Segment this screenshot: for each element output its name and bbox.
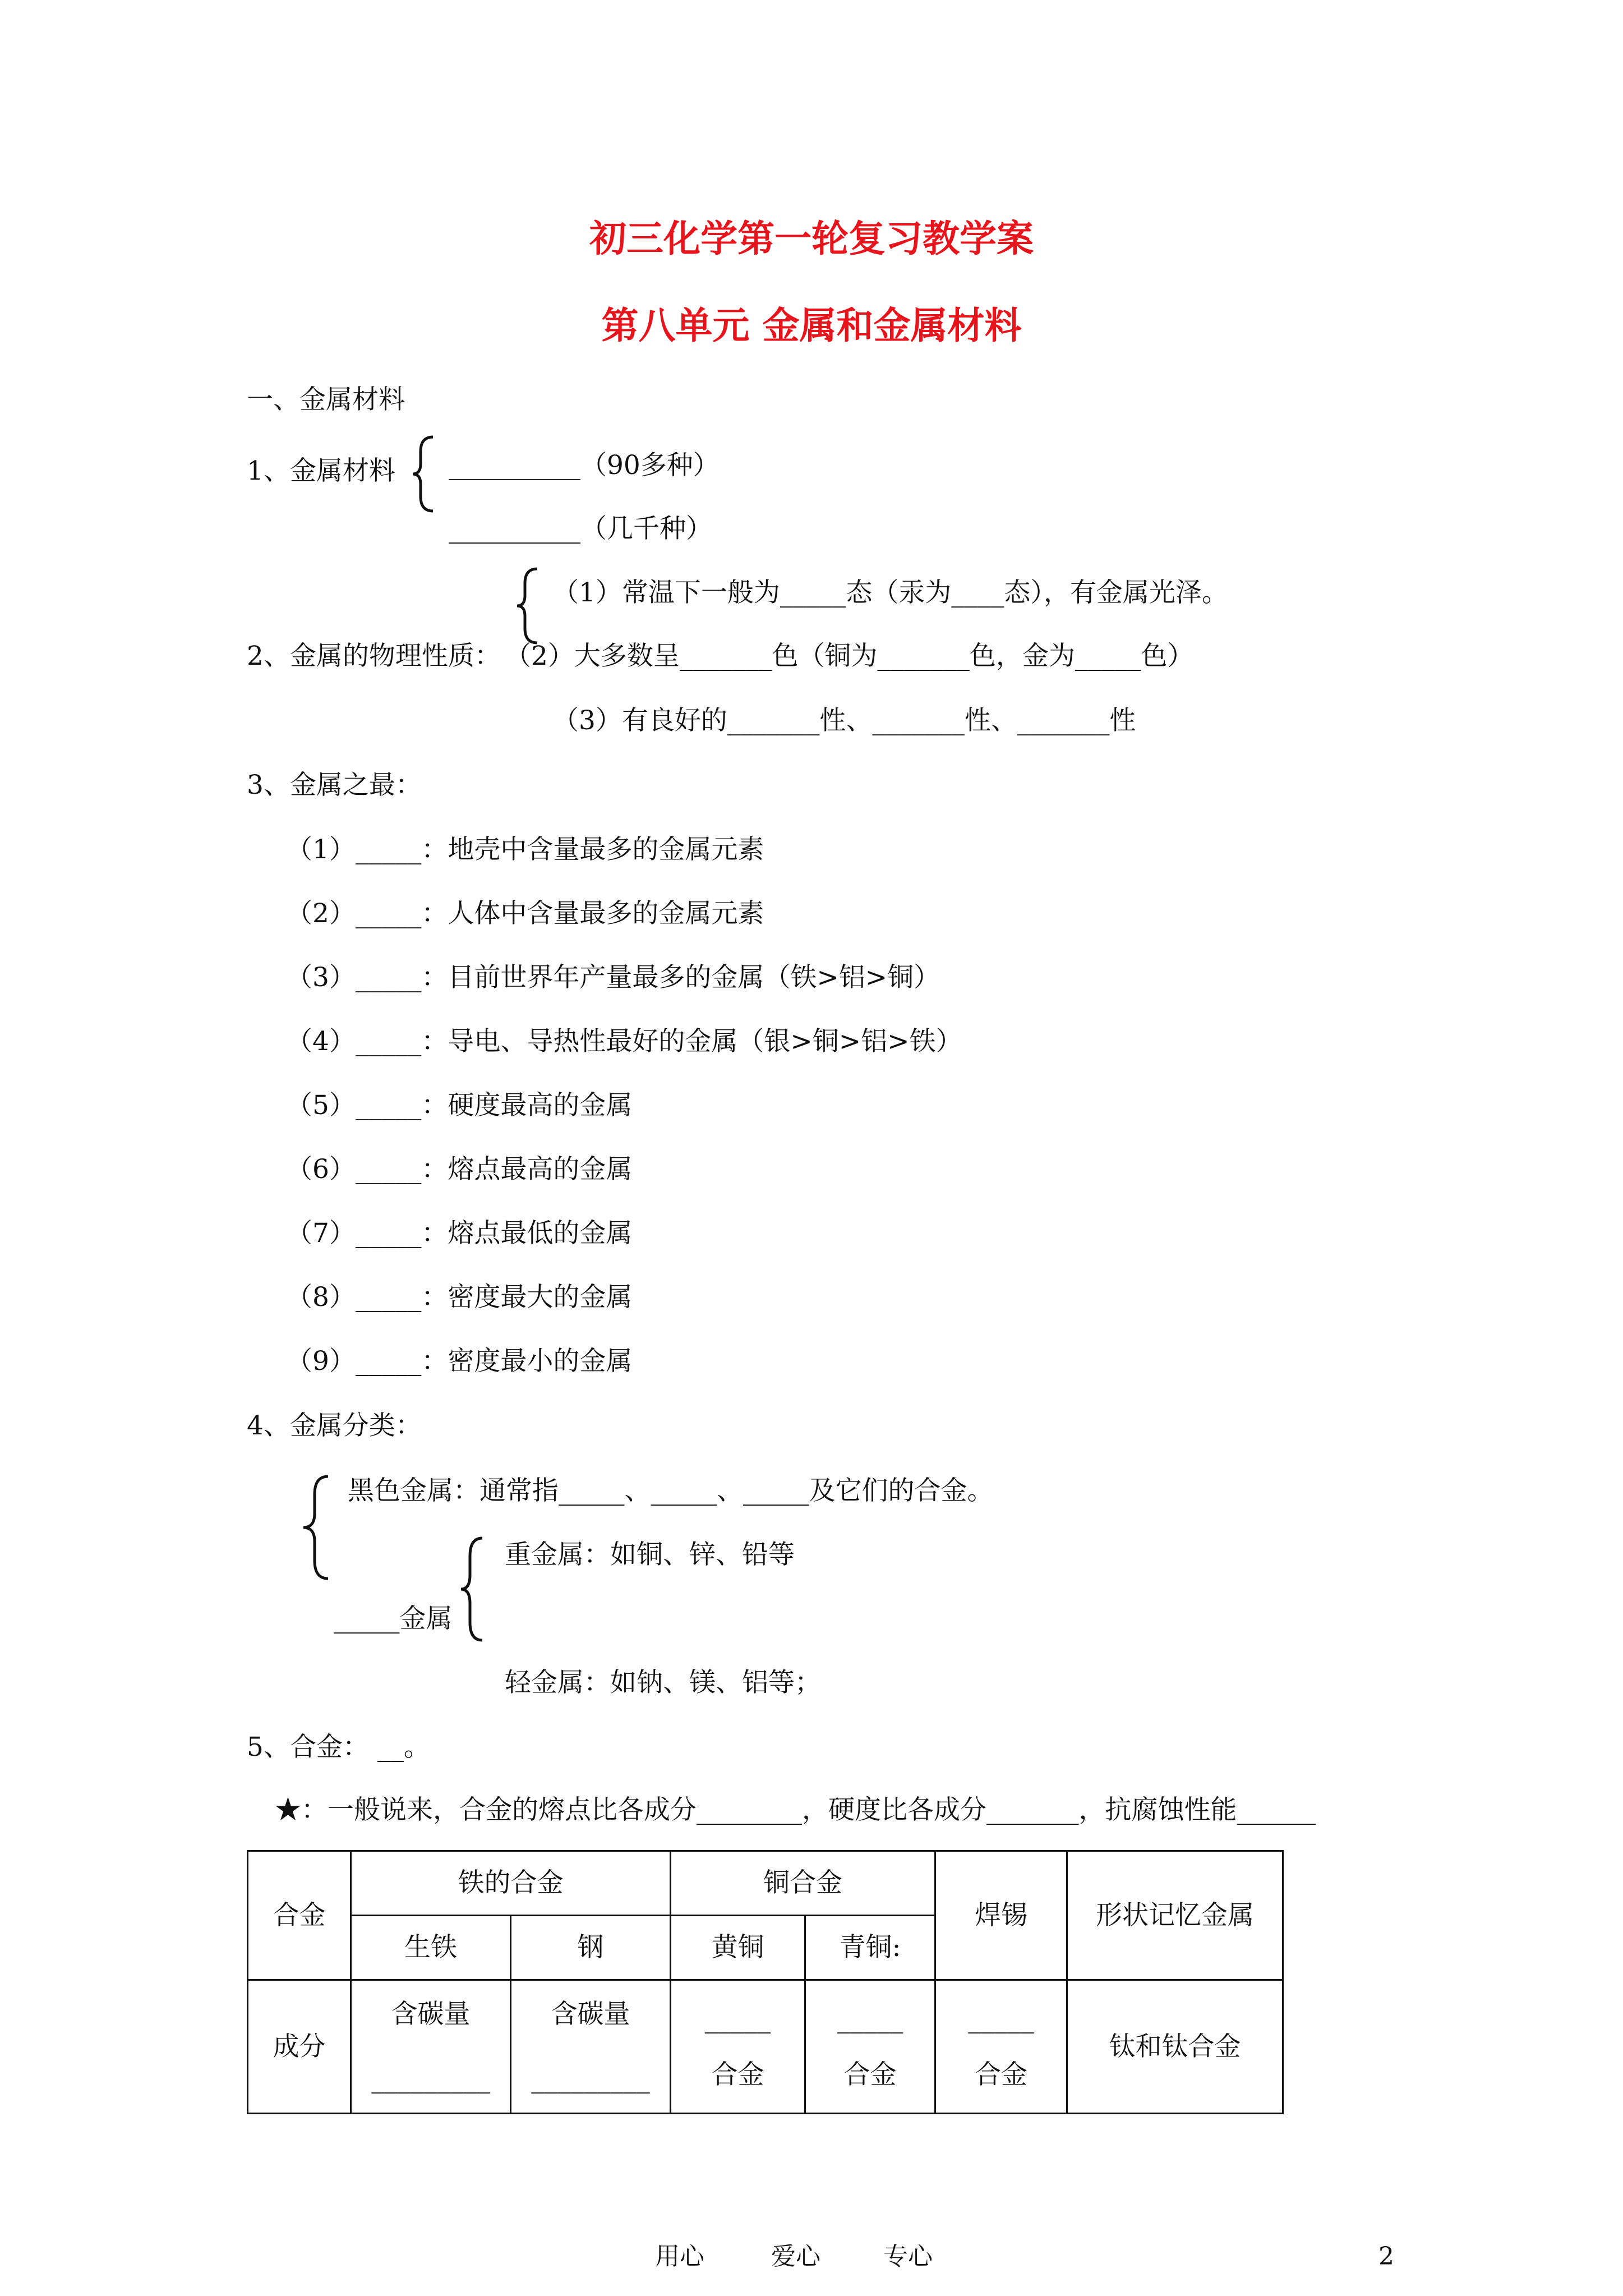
q2-label: 2、金属的物理性质： bbox=[247, 641, 501, 671]
blank-line: _________ bbox=[531, 2063, 650, 2094]
table-cell-bronze: 青铜: bbox=[805, 1916, 935, 1980]
table-cell-pig-iron: 生铁 bbox=[351, 1916, 511, 1980]
table-header-memory-metal: 形状记忆金属 bbox=[1067, 1851, 1283, 1980]
q4-heavy-metals: 重金属：如铜、锌、铅等 bbox=[505, 1539, 795, 1570]
table-cell-brass-comp bbox=[671, 1980, 805, 2114]
page-subtitle: 第八单元 金属和金属材料 bbox=[601, 303, 1022, 347]
list-item: （1）_____：地壳中含量最多的金属元素 bbox=[286, 834, 764, 865]
brace-icon bbox=[459, 1536, 487, 1642]
table-cell-steel: 钢 bbox=[511, 1916, 671, 1980]
list-item: （6）_____：熔点最高的金属 bbox=[286, 1154, 633, 1185]
brace-icon bbox=[411, 435, 439, 513]
table-header-composition: 成分 bbox=[248, 1980, 351, 2114]
q1-line1: __________（90多种） bbox=[449, 450, 720, 481]
page-number: 2 bbox=[1378, 2242, 1394, 2271]
table-header-solder: 焊锡 bbox=[935, 1851, 1067, 1980]
list-item: （8）_____：密度最大的金属 bbox=[286, 1282, 633, 1313]
table-header-iron-alloy: 铁的合金 bbox=[351, 1851, 671, 1916]
q4-black-metals: 黑色金属：通常指_____、_____、_____及它们的合金。 bbox=[348, 1475, 994, 1506]
table-cell-solder-comp bbox=[935, 1980, 1067, 2114]
section-heading: 一、金属材料 bbox=[247, 384, 405, 415]
alloy-word: 合金 bbox=[711, 2059, 764, 2090]
carbon-label: 含碳量 bbox=[391, 1999, 471, 2030]
q1-label: 1、金属材料 bbox=[247, 455, 395, 486]
table-cell-pig-iron-comp bbox=[351, 1980, 511, 2114]
q4-label: 4、金属分类： bbox=[247, 1410, 422, 1441]
alloy-word: 合金 bbox=[843, 2059, 897, 2090]
table-header-alloy: 合金 bbox=[248, 1851, 351, 1980]
table-cell-brass: 黄铜 bbox=[671, 1916, 805, 1980]
list-item: （2）_____：人体中含量最多的金属元素 bbox=[286, 898, 764, 929]
table-cell-bronze-comp bbox=[805, 1980, 935, 2114]
table-cell-memory-comp: 钛和钛合金 bbox=[1067, 1980, 1283, 2114]
page-title: 初三化学第一轮复习教学案 bbox=[589, 217, 1034, 260]
alloy-word: 合金 bbox=[975, 2059, 1027, 2090]
q1-line2: __________（几千种） bbox=[449, 513, 712, 544]
brace-icon bbox=[300, 1474, 334, 1581]
q2-item3: （3）有良好的_______性、_______性、_______性 bbox=[552, 705, 1136, 736]
carbon-label: 含碳量 bbox=[551, 1999, 630, 2030]
footer-text: 用心 bbox=[655, 2242, 704, 2271]
blank-line: _____ bbox=[968, 2003, 1034, 2034]
q5-star-note: ★：一般说来，合金的熔点比各成分________，硬度比各成分_______，抗腐蚀性能______ bbox=[275, 1795, 1316, 1825]
alloy-table bbox=[247, 1850, 1284, 2114]
blank-line: _____ bbox=[704, 2003, 771, 2034]
q4-other-metals: _____金属 bbox=[334, 1603, 453, 1634]
list-item: （3）_____：目前世界年产量最多的金属（铁>铝>铜） bbox=[286, 962, 940, 993]
list-item: （4）_____：导电、导热性最好的金属（银>铜>铝>铁） bbox=[286, 1026, 962, 1057]
table-header-copper-alloy: 铜合金 bbox=[671, 1851, 935, 1916]
footer-text: 专心 bbox=[883, 2242, 933, 2271]
table-row bbox=[248, 1851, 1283, 1916]
q5-label: 5、合金： __。 bbox=[247, 1732, 430, 1763]
blank-line: _________ bbox=[371, 2063, 490, 2094]
list-item: （7）_____：熔点最低的金属 bbox=[286, 1218, 633, 1249]
q2-item2: （2）大多数呈_______色（铜为_______色，金为_____色） bbox=[505, 641, 1194, 671]
list-item: （9）_____：密度最小的金属 bbox=[286, 1346, 633, 1377]
q4-light-metals: 轻金属：如钠、镁、铝等； bbox=[505, 1667, 821, 1698]
list-item: （5）_____：硬度最高的金属 bbox=[286, 1090, 633, 1121]
table-cell-steel-comp bbox=[511, 1980, 671, 2114]
table-row bbox=[248, 1980, 1283, 2114]
blank-line: _____ bbox=[837, 2003, 903, 2034]
q3-label: 3、金属之最： bbox=[247, 770, 422, 800]
footer-text: 爱心 bbox=[771, 2242, 820, 2271]
q2-item1: （1）常温下一般为_____态（汞为____态），有金属光泽。 bbox=[552, 577, 1228, 608]
brace-icon bbox=[515, 567, 543, 645]
